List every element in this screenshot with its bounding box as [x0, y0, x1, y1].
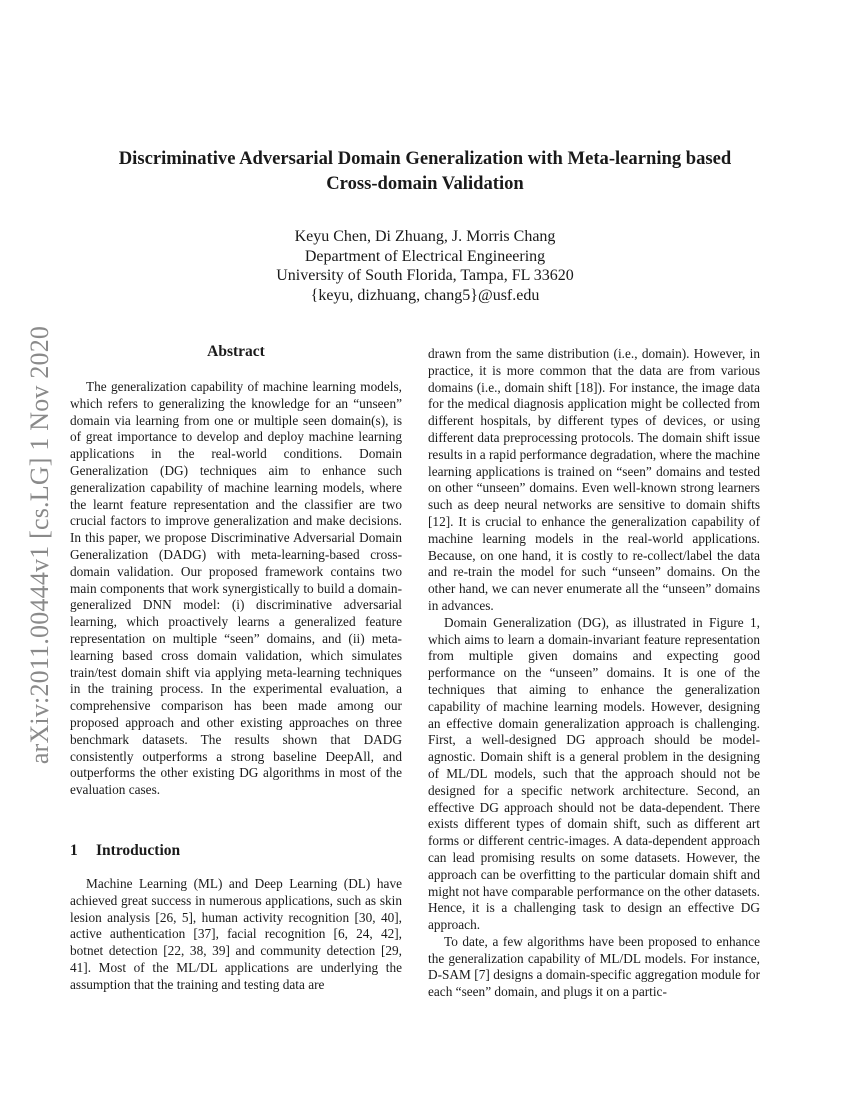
introduction-paragraph-1: Machine Learning (ML) and Deep Learning (DL) have achieved great success in numerous applications, such as skin lesion analysis [26, 5], human activity recognition [30, 40], active authentication [37], facial recognition [6, 24, 42], botnet detection [22, 38, 39] and community detection [29, 41]. Most of the ML/DL applications are underlying the assumption that the training and testing data are — [70, 875, 402, 992]
right-column — [428, 346, 760, 1001]
introduction-heading — [70, 841, 402, 861]
section-title: Introduction — [96, 841, 181, 859]
abstract-heading: Abstract — [207, 343, 265, 360]
author-block — [100, 227, 750, 305]
author-university: University of South Florida, Tampa, FL 33620 — [276, 267, 574, 284]
left-column — [70, 340, 402, 994]
introduction-paragraph-2: Domain Generalization (DG), as illustrated in Figure 1, which aims to learn a domain-invariant feature representation from multiple given domains and expecting good performance on the “unseen” domains. It is one of the techniques that aiming to enhance the generalization capability of machine learning models. However, designing an effective domain generalization approach is challenging. First, a well-designed DG approach should be model-agnostic. Domain shift is a general problem in the designing of ML/DL models, such that the approach should not be designed for a specific network architecture. Second, an effective DG approach should not be data-dependent. There exists different types of domain shift, such as different art forms or different centric-images. A data-dependent approach can lead promising results on some datasets. However, the approach can be overfitting to the particular domain shift and might not have comparable performance on the other datasets. Hence, it is a challenging task to design an effective DG approach. — [428, 614, 760, 933]
arxiv-identifier: arXiv:2011.00444v1 [cs.LG] 1 Nov 2020 — [25, 325, 54, 765]
paper-title-line-1: Discriminative Adversarial Domain Generalization with Meta-learning based — [118, 148, 732, 169]
author-department: Department of Electrical Engineering — [304, 247, 546, 265]
introduction-paragraph-1-continued: drawn from the same distribution (i.e., domain). However, in practice, it is more common that the data are from various domains (i.e., domain shift [18]). For instance, the image data for the medical diagnosis application might be collected from different hospitals, by different types of devices, or using different data preprocessing protocols. The domain shift issue results in a rapid performance degradation, where the machine learning applications is trained on “seen” domains and tested on other “unseen” domains. Even well-known strong learners such as deep neural networks are sensitive to domain shifts [12]. It is crucial to enhance the generalization capability of machine learning models in the real-world applications. Because, on one hand, it is costly to re-collect/label the data and re-train the model for such “unseen” domains. On the other hand, we can never enumerate all the “unseen” domains in advances. — [428, 346, 760, 613]
introduction-paragraph-3: To date, a few algorithms have been proposed to enhance the generalization capability of ML/DL models. For instance, D-SAM [7] designs a domain-specific aggregation module for each “seen” domain, and plugs it on a partic- — [428, 933, 760, 1000]
author-email: {keyu, dizhuang, chang5}@usf.edu — [310, 286, 540, 304]
abstract-text: The generalization capability of machine learning models, which refers to generalizing the knowledge for an “unseen” domain via learning from one or multiple seen domain(s), is of great importance to develop and deploy machine learning applications in the real-world conditions. Domain Generalization (DG) techniques aim to enhance such generalization capability of machine learning models, where the learnt feature representation and the classifier are two crucial factors to improve generalization and make decisions. In this paper, we propose Discriminative Adversarial Domain Generalization (DADG) with meta-learning-based cross-domain validation. Our proposed framework contains two main components that work synergistically to build a domain-generalized DNN model: (i) discriminative adversarial learning, which proactively learns a generalized feature representation on multiple “seen” domains, and (ii) meta-learning based cross domain validation, which simulates train/test domain shift via applying meta-learning techniques in the training process. In the experimental evaluation, a comprehensive comparison has been made among our proposed approach and other existing approaches on three benchmark datasets. The results shown that DADG consistently outperforms a strong baseline DeepAll, and outperforms the other existing DG algorithms in most of the evaluation cases. — [70, 379, 402, 798]
section-number: 1 — [70, 841, 78, 859]
paper-title-line-2: Cross-domain Validation — [326, 173, 524, 194]
paper-title — [60, 146, 790, 196]
author-names: Keyu Chen, Di Zhuang, J. Morris Chang — [294, 228, 556, 245]
